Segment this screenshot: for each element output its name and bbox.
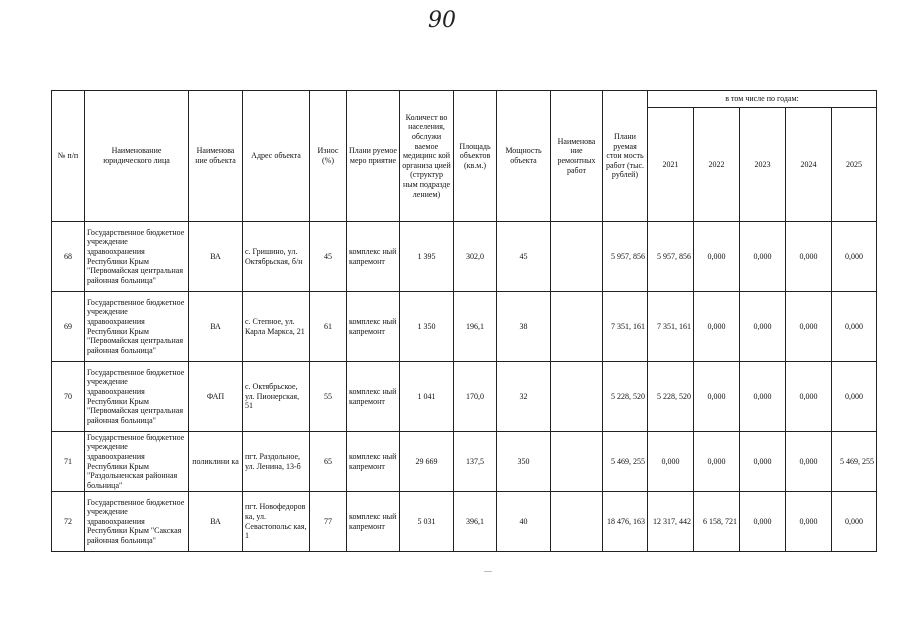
cell-population: 1 041 — [400, 362, 454, 432]
cell-object-name: ВА — [189, 492, 243, 552]
header-repair-name: Наименова ние ремонтных работ — [551, 91, 603, 222]
cell-population: 1 395 — [400, 222, 454, 292]
cell-2023: 0,000 — [740, 222, 786, 292]
cell-capacity: 45 — [497, 222, 551, 292]
cell-2023: 0,000 — [740, 432, 786, 492]
cell-area: 396,1 — [454, 492, 497, 552]
cell-entity: Государственное бюджетное учреждение здравоохранения Республики Крым "Раздольненская районная больница" — [85, 432, 189, 492]
header-entity: Наименование юридического лица — [85, 91, 189, 222]
header-address: Адрес объекта — [243, 91, 310, 222]
cell-wear: 61 — [310, 292, 347, 362]
cell-2024: 0,000 — [786, 362, 832, 432]
cell-2025: 5 469, 255 — [832, 432, 877, 492]
cell-capacity: 40 — [497, 492, 551, 552]
cell-num: 69 — [52, 292, 85, 362]
cell-2023: 0,000 — [740, 492, 786, 552]
table-row — [52, 492, 877, 552]
cell-measure: комплекс ный капремонт — [347, 492, 400, 552]
cell-num: 71 — [52, 432, 85, 492]
cell-entity: Государственное бюджетное учреждение здравоохранения Республики Крым "Первомайская центральная районная больница" — [85, 362, 189, 432]
cell-2025: 0,000 — [832, 222, 877, 292]
cell-cost: 5 957, 856 — [603, 222, 648, 292]
cell-repair — [551, 292, 603, 362]
cell-2025: 0,000 — [832, 492, 877, 552]
table-row — [52, 362, 877, 432]
header-year-2023: 2023 — [740, 108, 786, 222]
cell-area: 170,0 — [454, 362, 497, 432]
cell-2021: 5 957, 856 — [648, 222, 694, 292]
cell-object-name: ВА — [189, 222, 243, 292]
cell-cost: 18 476, 163 — [603, 492, 648, 552]
cell-area: 302,0 — [454, 222, 497, 292]
cell-population: 29 669 — [400, 432, 454, 492]
header-wear: Износ (%) — [310, 91, 347, 222]
table-row — [52, 222, 877, 292]
cell-entity: Государственное бюджетное учреждение здравоохранения Республики Крым "Сакская районная больница" — [85, 492, 189, 552]
cell-measure: комплекс ный капремонт — [347, 292, 400, 362]
cell-entity: Государственное бюджетное учреждение здравоохранения Республики Крым "Первомайская центральная районная больница" — [85, 292, 189, 362]
scan-mark — [484, 571, 492, 572]
cell-cost: 7 351, 161 — [603, 292, 648, 362]
cell-wear: 45 — [310, 222, 347, 292]
cell-2022: 6 158, 721 — [694, 492, 740, 552]
capital-repair-table — [51, 90, 877, 552]
cell-2021: 7 351, 161 — [648, 292, 694, 362]
cell-2025: 0,000 — [832, 362, 877, 432]
cell-wear: 55 — [310, 362, 347, 432]
table-row — [52, 432, 877, 492]
cell-population: 5 031 — [400, 492, 454, 552]
cell-2022: 0,000 — [694, 362, 740, 432]
cell-object-name: ФАП — [189, 362, 243, 432]
cell-address: пгт. Раздольное, ул. Ленина, 13-б — [243, 432, 310, 492]
cell-2025: 0,000 — [832, 292, 877, 362]
cell-2024: 0,000 — [786, 432, 832, 492]
cell-wear: 77 — [310, 492, 347, 552]
cell-num: 68 — [52, 222, 85, 292]
cell-measure: комплекс ный капремонт — [347, 222, 400, 292]
cell-repair — [551, 222, 603, 292]
cell-address: с. Гришино, ул. Октябрьская, б/н — [243, 222, 310, 292]
header-by-years: в том числе по годам: — [648, 91, 877, 108]
cell-population: 1 350 — [400, 292, 454, 362]
cell-capacity: 32 — [497, 362, 551, 432]
cell-repair — [551, 492, 603, 552]
cell-2022: 0,000 — [694, 222, 740, 292]
page-number: 90 — [428, 8, 456, 33]
cell-2024: 0,000 — [786, 292, 832, 362]
cell-area: 196,1 — [454, 292, 497, 362]
cell-2023: 0,000 — [740, 362, 786, 432]
header-object-name: Наименова ние объекта — [189, 91, 243, 222]
cell-2021: 0,000 — [648, 432, 694, 492]
cell-address: пгт. Новофедоров ка, ул. Севастопольс кая, 1 — [243, 492, 310, 552]
header-area: Площадь объектов (кв.м.) — [454, 91, 497, 222]
cell-capacity: 38 — [497, 292, 551, 362]
cell-2024: 0,000 — [786, 222, 832, 292]
header-population: Количест во населения, обслужи ваемое медицинс кой организа цией (структур ным подразде лением) — [400, 91, 454, 222]
table-row — [52, 292, 877, 362]
cell-2021: 5 228, 520 — [648, 362, 694, 432]
cell-2023: 0,000 — [740, 292, 786, 362]
cell-repair — [551, 362, 603, 432]
cell-2022: 0,000 — [694, 292, 740, 362]
cell-address: с. Октябрьское, ул. Пионерская, 51 — [243, 362, 310, 432]
cell-num: 72 — [52, 492, 85, 552]
cell-cost: 5 228, 520 — [603, 362, 648, 432]
header-planned-measure: Плани руемое меро приятие — [347, 91, 400, 222]
cell-num: 70 — [52, 362, 85, 432]
header-planned-cost: Плани руемая стои мость работ (тыс. рублей) — [603, 91, 648, 222]
cell-object-name: ВА — [189, 292, 243, 362]
cell-2021: 12 317, 442 — [648, 492, 694, 552]
cell-area: 137,5 — [454, 432, 497, 492]
cell-capacity: 350 — [497, 432, 551, 492]
cell-wear: 65 — [310, 432, 347, 492]
header-capacity: Мощность объекта — [497, 91, 551, 222]
cell-address: с. Степное, ул. Карла Маркса, 21 — [243, 292, 310, 362]
cell-object-name: поликлини ка — [189, 432, 243, 492]
cell-2024: 0,000 — [786, 492, 832, 552]
cell-entity: Государственное бюджетное учреждение здравоохранения Республики Крым "Первомайская центральная районная больница" — [85, 222, 189, 292]
cell-2022: 0,000 — [694, 432, 740, 492]
cell-measure: комплекс ный капремонт — [347, 362, 400, 432]
header-year-2025: 2025 — [832, 108, 877, 222]
cell-repair — [551, 432, 603, 492]
cell-measure: комплекс ный капремонт — [347, 432, 400, 492]
header-year-2021: 2021 — [648, 108, 694, 222]
cell-cost: 5 469, 255 — [603, 432, 648, 492]
header-year-2024: 2024 — [786, 108, 832, 222]
header-year-2022: 2022 — [694, 108, 740, 222]
header-num: № п/п — [52, 91, 85, 222]
